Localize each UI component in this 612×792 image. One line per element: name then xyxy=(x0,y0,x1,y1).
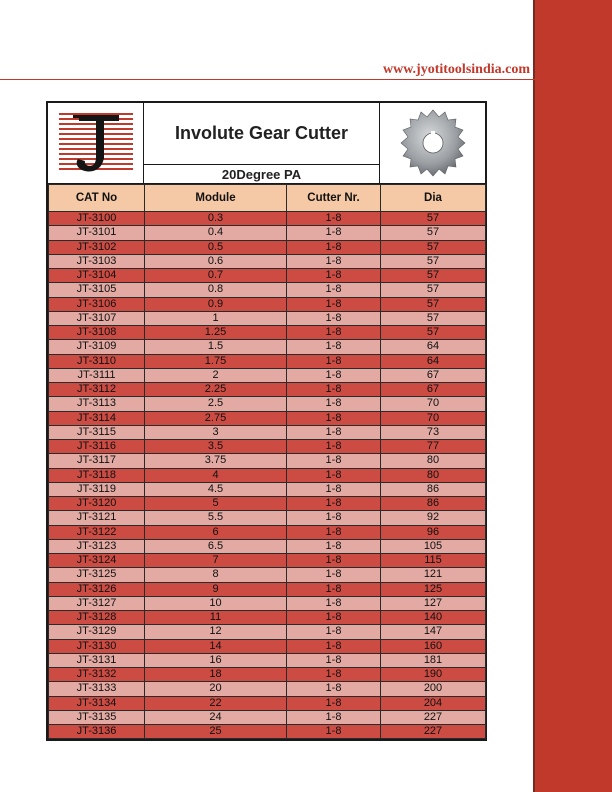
cell-cutter-nr: 1-8 xyxy=(287,368,381,382)
table-row xyxy=(49,682,486,696)
cell-dia: 190 xyxy=(381,668,486,682)
table-row xyxy=(49,354,486,368)
cell-module: 0.7 xyxy=(145,269,287,283)
cell-cutter-nr: 1-8 xyxy=(287,611,381,625)
cell-cutter-nr: 1-8 xyxy=(287,468,381,482)
cell-dia: 57 xyxy=(381,226,486,240)
cell-cat-no: JT-3103 xyxy=(49,254,145,268)
cell-module: 22 xyxy=(145,696,287,710)
cell-cat-no: JT-3135 xyxy=(49,710,145,724)
cell-module: 16 xyxy=(145,653,287,667)
table-row xyxy=(49,497,486,511)
table-row xyxy=(49,582,486,596)
cell-dia: 57 xyxy=(381,283,486,297)
cell-dia: 125 xyxy=(381,582,486,596)
cell-dia: 70 xyxy=(381,411,486,425)
cell-dia: 57 xyxy=(381,240,486,254)
cell-cutter-nr: 1-8 xyxy=(287,568,381,582)
table-row xyxy=(49,596,486,610)
catalog-sheet xyxy=(46,101,487,741)
cell-cutter-nr: 1-8 xyxy=(287,725,381,739)
cell-module: 0.3 xyxy=(145,212,287,226)
cell-dia: 64 xyxy=(381,354,486,368)
cell-dia: 57 xyxy=(381,326,486,340)
cell-cat-no: JT-3120 xyxy=(49,497,145,511)
cell-cat-no: JT-3130 xyxy=(49,639,145,653)
table-row xyxy=(49,311,486,325)
cell-dia: 127 xyxy=(381,596,486,610)
cell-cutter-nr: 1-8 xyxy=(287,440,381,454)
cell-cutter-nr: 1-8 xyxy=(287,696,381,710)
table-row xyxy=(49,240,486,254)
gear-cutter-image xyxy=(380,103,485,183)
table-row xyxy=(49,639,486,653)
cell-dia: 57 xyxy=(381,254,486,268)
cell-cat-no: JT-3115 xyxy=(49,425,145,439)
cell-cat-no: JT-3128 xyxy=(49,611,145,625)
jt-logo-icon xyxy=(57,111,135,175)
cell-module: 4.5 xyxy=(145,482,287,496)
table-row xyxy=(49,482,486,496)
table-row xyxy=(49,696,486,710)
catalog-subtitle: 20Degree PA xyxy=(144,165,380,183)
company-logo xyxy=(48,103,144,183)
table-row xyxy=(49,226,486,240)
cell-cat-no: JT-3119 xyxy=(49,482,145,496)
cell-module: 2 xyxy=(145,368,287,382)
cell-dia: 64 xyxy=(381,340,486,354)
cell-dia: 105 xyxy=(381,539,486,553)
cell-cat-no: JT-3104 xyxy=(49,269,145,283)
column-header-module: Module xyxy=(145,185,287,212)
cell-cutter-nr: 1-8 xyxy=(287,240,381,254)
cell-dia: 227 xyxy=(381,725,486,739)
cell-module: 8 xyxy=(145,568,287,582)
cell-cutter-nr: 1-8 xyxy=(287,383,381,397)
table-row xyxy=(49,440,486,454)
cell-module: 2.75 xyxy=(145,411,287,425)
cell-module: 2.25 xyxy=(145,383,287,397)
cell-cat-no: JT-3131 xyxy=(49,653,145,667)
cell-module: 7 xyxy=(145,554,287,568)
cell-dia: 147 xyxy=(381,625,486,639)
cell-cutter-nr: 1-8 xyxy=(287,682,381,696)
cell-dia: 86 xyxy=(381,482,486,496)
cell-dia: 121 xyxy=(381,568,486,582)
cell-cutter-nr: 1-8 xyxy=(287,668,381,682)
cell-cat-no: JT-3124 xyxy=(49,554,145,568)
cell-cat-no: JT-3100 xyxy=(49,212,145,226)
table-row xyxy=(49,539,486,553)
cell-cat-no: JT-3123 xyxy=(49,539,145,553)
cell-dia: 160 xyxy=(381,639,486,653)
cell-module: 10 xyxy=(145,596,287,610)
cell-module: 6 xyxy=(145,525,287,539)
table-row xyxy=(49,254,486,268)
cell-cat-no: JT-3125 xyxy=(49,568,145,582)
cell-module: 20 xyxy=(145,682,287,696)
cell-dia: 57 xyxy=(381,212,486,226)
table-row xyxy=(49,383,486,397)
table-row xyxy=(49,611,486,625)
cell-cutter-nr: 1-8 xyxy=(287,340,381,354)
cell-cutter-nr: 1-8 xyxy=(287,525,381,539)
table-row xyxy=(49,454,486,468)
cell-cat-no: JT-3134 xyxy=(49,696,145,710)
cell-cat-no: JT-3121 xyxy=(49,511,145,525)
cell-cat-no: JT-3112 xyxy=(49,383,145,397)
catalog-title: Involute Gear Cutter xyxy=(144,103,380,165)
cell-cat-no: JT-3106 xyxy=(49,297,145,311)
cell-module: 24 xyxy=(145,710,287,724)
cell-cat-no: JT-3116 xyxy=(49,440,145,454)
cell-module: 6.5 xyxy=(145,539,287,553)
table-row xyxy=(49,511,486,525)
cell-module: 1.75 xyxy=(145,354,287,368)
table-row xyxy=(49,668,486,682)
cell-cat-no: JT-3136 xyxy=(49,725,145,739)
column-header-dia: Dia xyxy=(381,185,486,212)
cell-module: 9 xyxy=(145,582,287,596)
cell-module: 25 xyxy=(145,725,287,739)
cell-module: 0.4 xyxy=(145,226,287,240)
cell-module: 5 xyxy=(145,497,287,511)
cell-module: 0.8 xyxy=(145,283,287,297)
cell-module: 3.75 xyxy=(145,454,287,468)
cell-cat-no: JT-3108 xyxy=(49,326,145,340)
cell-dia: 200 xyxy=(381,682,486,696)
table-row xyxy=(49,425,486,439)
cell-module: 12 xyxy=(145,625,287,639)
cell-cutter-nr: 1-8 xyxy=(287,582,381,596)
cell-cat-no: JT-3109 xyxy=(49,340,145,354)
cell-module: 0.9 xyxy=(145,297,287,311)
cell-module: 4 xyxy=(145,468,287,482)
cell-cutter-nr: 1-8 xyxy=(287,639,381,653)
right-decorative-band xyxy=(535,0,612,792)
cell-dia: 73 xyxy=(381,425,486,439)
table-row xyxy=(49,340,486,354)
table-row xyxy=(49,269,486,283)
cell-cat-no: JT-3126 xyxy=(49,582,145,596)
cell-cutter-nr: 1-8 xyxy=(287,554,381,568)
top-divider-line xyxy=(0,79,535,80)
cell-module: 0.5 xyxy=(145,240,287,254)
table-header-row xyxy=(49,185,486,212)
cell-cutter-nr: 1-8 xyxy=(287,326,381,340)
cell-dia: 57 xyxy=(381,269,486,283)
cell-dia: 96 xyxy=(381,525,486,539)
cell-cutter-nr: 1-8 xyxy=(287,497,381,511)
cell-cutter-nr: 1-8 xyxy=(287,625,381,639)
table-row xyxy=(49,625,486,639)
cell-cat-no: JT-3101 xyxy=(49,226,145,240)
cell-cutter-nr: 1-8 xyxy=(287,511,381,525)
cell-cutter-nr: 1-8 xyxy=(287,311,381,325)
cell-module: 3.5 xyxy=(145,440,287,454)
table-row xyxy=(49,653,486,667)
cell-module: 1 xyxy=(145,311,287,325)
table-row xyxy=(49,554,486,568)
website-link[interactable]: www.jyotitoolsindia.com xyxy=(383,62,530,77)
cell-cutter-nr: 1-8 xyxy=(287,653,381,667)
cell-cat-no: JT-3107 xyxy=(49,311,145,325)
cell-module: 11 xyxy=(145,611,287,625)
cell-cat-no: JT-3129 xyxy=(49,625,145,639)
cell-cat-no: JT-3114 xyxy=(49,411,145,425)
table-row xyxy=(49,468,486,482)
cell-module: 2.5 xyxy=(145,397,287,411)
cell-dia: 86 xyxy=(381,497,486,511)
cell-cat-no: JT-3110 xyxy=(49,354,145,368)
cell-dia: 115 xyxy=(381,554,486,568)
cell-cutter-nr: 1-8 xyxy=(287,269,381,283)
table-row xyxy=(49,725,486,739)
gear-cutter-table xyxy=(48,184,486,739)
cell-dia: 67 xyxy=(381,368,486,382)
cell-cat-no: JT-3133 xyxy=(49,682,145,696)
cell-cutter-nr: 1-8 xyxy=(287,482,381,496)
table-row xyxy=(49,710,486,724)
table-body xyxy=(49,212,486,739)
cell-dia: 80 xyxy=(381,454,486,468)
cell-dia: 67 xyxy=(381,383,486,397)
cell-cat-no: JT-3117 xyxy=(49,454,145,468)
gear-cutter-icon xyxy=(385,107,481,179)
cell-cutter-nr: 1-8 xyxy=(287,297,381,311)
cell-dia: 70 xyxy=(381,397,486,411)
cell-cutter-nr: 1-8 xyxy=(287,539,381,553)
cell-cat-no: JT-3113 xyxy=(49,397,145,411)
column-header-cat-no: CAT No xyxy=(49,185,145,212)
cell-dia: 57 xyxy=(381,311,486,325)
cell-cat-no: JT-3111 xyxy=(49,368,145,382)
table-row xyxy=(49,326,486,340)
cell-dia: 181 xyxy=(381,653,486,667)
cell-module: 18 xyxy=(145,668,287,682)
table-row xyxy=(49,411,486,425)
cell-cutter-nr: 1-8 xyxy=(287,212,381,226)
table-row xyxy=(49,397,486,411)
cell-cat-no: JT-3132 xyxy=(49,668,145,682)
column-header-cutter-nr: Cutter Nr. xyxy=(287,185,381,212)
table-row xyxy=(49,212,486,226)
cell-dia: 227 xyxy=(381,710,486,724)
cell-cutter-nr: 1-8 xyxy=(287,596,381,610)
cell-module: 14 xyxy=(145,639,287,653)
cell-cutter-nr: 1-8 xyxy=(287,710,381,724)
table-row xyxy=(49,368,486,382)
cell-cat-no: JT-3102 xyxy=(49,240,145,254)
catalog-header xyxy=(48,103,485,184)
cell-cutter-nr: 1-8 xyxy=(287,454,381,468)
table-row xyxy=(49,283,486,297)
cell-dia: 92 xyxy=(381,511,486,525)
cell-cutter-nr: 1-8 xyxy=(287,425,381,439)
cell-dia: 140 xyxy=(381,611,486,625)
cell-module: 5.5 xyxy=(145,511,287,525)
cell-dia: 57 xyxy=(381,297,486,311)
table-row xyxy=(49,297,486,311)
cell-cat-no: JT-3122 xyxy=(49,525,145,539)
cell-cat-no: JT-3105 xyxy=(49,283,145,297)
cell-module: 3 xyxy=(145,425,287,439)
cell-cutter-nr: 1-8 xyxy=(287,283,381,297)
cell-cutter-nr: 1-8 xyxy=(287,254,381,268)
cell-dia: 204 xyxy=(381,696,486,710)
cell-cat-no: JT-3127 xyxy=(49,596,145,610)
cell-cutter-nr: 1-8 xyxy=(287,411,381,425)
cell-dia: 77 xyxy=(381,440,486,454)
table-row xyxy=(49,525,486,539)
table-row xyxy=(49,568,486,582)
cell-dia: 80 xyxy=(381,468,486,482)
cell-cutter-nr: 1-8 xyxy=(287,226,381,240)
cell-cat-no: JT-3118 xyxy=(49,468,145,482)
cell-module: 0.6 xyxy=(145,254,287,268)
cell-cutter-nr: 1-8 xyxy=(287,397,381,411)
cell-cutter-nr: 1-8 xyxy=(287,354,381,368)
cell-module: 1.5 xyxy=(145,340,287,354)
cell-module: 1.25 xyxy=(145,326,287,340)
